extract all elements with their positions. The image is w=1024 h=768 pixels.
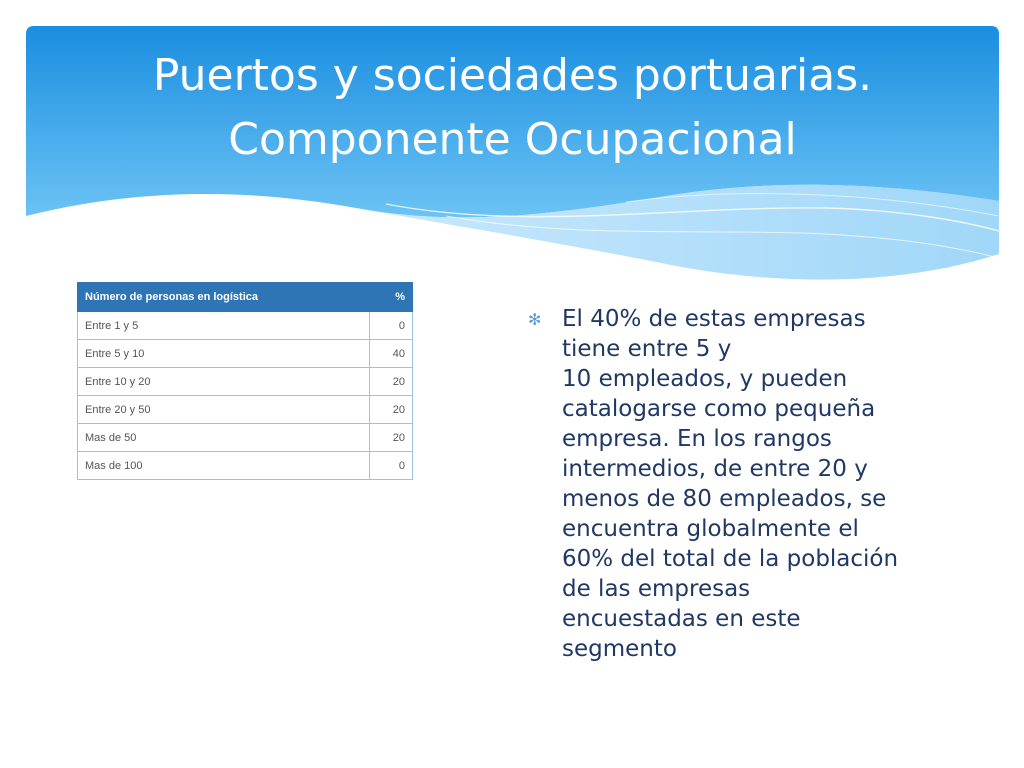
bullet-line: segmento — [562, 636, 677, 662]
bullet-line: tiene entre 5 y — [562, 336, 732, 362]
bullet-line: empresa. En los rangos — [562, 426, 832, 452]
table-header-percent: % — [370, 283, 413, 312]
asterisk-bullet-icon: ✻ — [528, 310, 542, 329]
table-cell-range: Mas de 100 — [78, 452, 370, 480]
bullet-line: encuestadas en este — [562, 606, 801, 632]
logistics-table — [77, 282, 413, 480]
bullet-text — [562, 304, 948, 664]
table-cell-range: Entre 10 y 20 — [78, 368, 370, 396]
table-row — [78, 312, 413, 340]
slide-title-line-1: Puertos y sociedades portuarias. — [152, 50, 873, 101]
bullet-line: 10 empleados, y pueden — [562, 366, 848, 392]
bullet-line: El 40% de estas empresas — [562, 306, 866, 332]
table-cell-percent: 20 — [370, 368, 413, 396]
bullet-line: de las empresas — [562, 576, 751, 602]
table-cell-range: Entre 1 y 5 — [78, 312, 370, 340]
bullet-line: 60% del total de la población — [562, 546, 899, 572]
table-cell-percent: 0 — [370, 312, 413, 340]
table-row — [78, 368, 413, 396]
table-cell-range: Entre 5 y 10 — [78, 340, 370, 368]
table-cell-percent: 0 — [370, 452, 413, 480]
logistics-table-container — [77, 282, 413, 480]
table-row — [78, 424, 413, 452]
table-header-row — [78, 283, 413, 312]
table-cell-percent: 20 — [370, 396, 413, 424]
table-cell-percent: 40 — [370, 340, 413, 368]
table-cell-range: Mas de 50 — [78, 424, 370, 452]
table-row — [78, 396, 413, 424]
table-cell-percent: 20 — [370, 424, 413, 452]
bullet-line: catalogarse como pequeña — [562, 396, 876, 422]
bullet-point — [528, 304, 948, 664]
slide-title-line-2: Componente Ocupacional — [228, 114, 797, 165]
table-row — [78, 340, 413, 368]
bullet-line: encuentra globalmente el — [562, 516, 859, 542]
bullet-line: menos de 80 empleados, se — [562, 486, 887, 512]
table-row — [78, 452, 413, 480]
table-cell-range: Entre 20 y 50 — [78, 396, 370, 424]
table-header-people: Número de personas en logística — [78, 283, 370, 312]
slide-title — [26, 44, 999, 172]
bullet-line: intermedios, de entre 20 y — [562, 456, 868, 482]
